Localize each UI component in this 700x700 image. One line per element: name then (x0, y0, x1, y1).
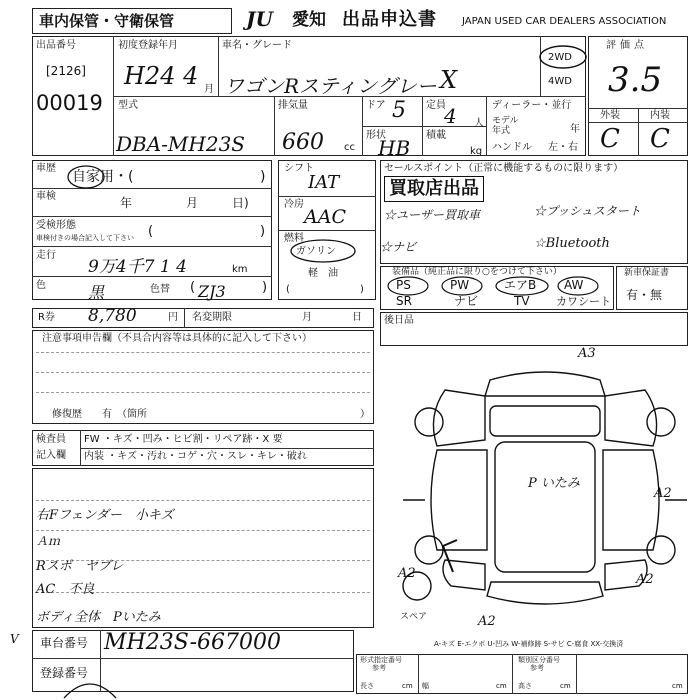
sales-points-label: セールスポイント（正常に機能するものに限ります） (384, 163, 624, 174)
notes-label: 注意事項申告欄（不具合内容等は具体的に記入して下さい） (42, 333, 312, 344)
name-change-label: 名変期限 (192, 312, 232, 323)
equip-sr: SR (396, 294, 412, 308)
equipment-circles (380, 272, 614, 296)
diagram-mark-a2-bottom: A2 (478, 614, 496, 629)
model-label: 型式 (118, 100, 138, 111)
height-unit: cm (560, 682, 571, 690)
drive-4wd: 4WD (548, 76, 572, 87)
inspector-label-2: 記入欄 (36, 450, 66, 461)
sales-point-4: ☆Bluetooth (534, 236, 610, 251)
shape-value: HB (378, 136, 411, 160)
model-value: DBA-MH23S (116, 132, 246, 156)
inspector-int-row: 内装 ・キズ・汚れ・コゲ・穴・スレ・キレ・破れ (84, 451, 307, 462)
inspection-month: 月 (186, 196, 199, 210)
shift-label: シフト (284, 163, 314, 174)
drive-circle (538, 44, 588, 70)
fuel-diesel: 軽 油 (308, 268, 338, 279)
displacement-unit: cc (344, 142, 355, 153)
handle-options: 左・右 (548, 142, 578, 153)
sales-stamp (384, 176, 484, 202)
handle-label: ハンドル (492, 142, 532, 153)
aircon-value: AAC (304, 206, 346, 228)
inspection-year: 年 (120, 196, 133, 210)
load-unit: kg (470, 146, 483, 157)
mileage-unit: km (232, 264, 248, 275)
storage-notice: 車内保管・守衛保管 (39, 12, 175, 30)
transfer-close: ) (260, 224, 266, 239)
name-change-month: 月 (302, 312, 312, 323)
mileage-value: 9万4千7 1 4 (88, 257, 187, 277)
type-label-2: 参考 (372, 664, 386, 672)
fuel-circle (288, 238, 358, 264)
transfer-label: 受検形態 (36, 220, 76, 231)
mileage-label: 走行 (36, 250, 56, 261)
dealer-label: ディーラー・並行 (492, 100, 572, 111)
fuel-close: ) (360, 284, 364, 295)
sales-point-3: ☆ナビ (380, 240, 417, 254)
color-code: ZJ3 (198, 282, 226, 301)
hand-note-4: AC 不良 (36, 582, 95, 597)
history-label: 車歴 (36, 163, 56, 174)
storage-notice-box (32, 8, 232, 34)
equip-ps: PS (396, 278, 411, 292)
org-name: 愛知 (292, 10, 326, 30)
car-name-label: 車名・グレード (222, 40, 292, 51)
equip-navi: ナビ (454, 294, 479, 308)
shift-value: IAT (308, 172, 340, 193)
width-unit: cm (496, 682, 507, 690)
class-label-1: 類別区分番号 (518, 656, 560, 664)
capacity-value: 4 (444, 104, 457, 128)
equipment-label: 装備品（純正品に限り○をつけて下さい） (392, 267, 562, 277)
first-reg-value: H24 4 (124, 62, 199, 90)
handwritten-area (32, 468, 374, 628)
registration-label: 登録番号 (40, 666, 89, 680)
fuel-gasoline: ガソリン (296, 246, 336, 257)
type-label-1: 形式指定番号 (360, 656, 402, 664)
ju-logo (246, 7, 292, 31)
drive-2wd: 2WD (548, 52, 572, 63)
recycle-label: R券 (38, 312, 55, 323)
lot-label: 出品番号 (36, 40, 76, 51)
equip-pw: PW (450, 278, 470, 292)
diagram-legend: A-キズ E-エクボ U-凹み W-補修跡 S-サビ C-腐食 XX-交換済 (434, 640, 624, 648)
class-label-2: 参考 (530, 664, 544, 672)
diagram-mark-paint: P いたみ (528, 476, 580, 491)
color-close: ) (262, 280, 268, 295)
diagram-mark-a2-left: A2 (398, 566, 416, 581)
first-reg-label: 初度登録年月 (118, 40, 178, 51)
transfer-note: 車検付きの場合記入して下さい (36, 234, 134, 242)
doors-value: 5 (392, 98, 406, 123)
spare-label: スペア (400, 612, 428, 622)
fuel-open: ( (286, 284, 290, 295)
inspection-day: 日) (232, 196, 249, 210)
warranty-label: 新車保証書 (624, 268, 670, 278)
height-label: 高さ (518, 682, 532, 690)
sales-point-1: ☆ユーザー買取車 (384, 208, 481, 222)
year-unit: 年 (570, 124, 580, 135)
color-value: 黒 (88, 283, 105, 302)
shape-label: 形状 (366, 130, 386, 141)
hand-note-2: Ａｍ (36, 534, 61, 548)
inspector-label-1: 検査員 (36, 434, 66, 445)
lot-bracket: [2126] (46, 64, 86, 78)
recycle-value: 8,780 (88, 306, 137, 326)
hand-note-3: Rスポ ヤブレ (36, 559, 124, 574)
displacement-value: 660 (282, 130, 324, 155)
equip-seat: カワシート (556, 295, 611, 308)
sales-point-2: ☆プッシュスタート (534, 204, 641, 218)
hand-note-5: ボディ全体 Pいたみ (36, 610, 161, 625)
margin-mark: V (10, 632, 19, 646)
inspection-label: 車検 (36, 191, 56, 202)
color-open: ( (190, 280, 196, 295)
length-unit: cm (402, 682, 413, 690)
year-label: 年式 (492, 126, 511, 136)
capacity-unit: 人 (474, 118, 484, 129)
aircon-label: 冷房 (284, 199, 304, 210)
ju-logo-mark: JU (246, 7, 273, 31)
equip-airbag: エアB (504, 278, 537, 292)
load-label: 積載 (426, 130, 446, 141)
repair-close: ） (360, 409, 370, 420)
car-name-value: ワゴンRスティングレー (224, 74, 437, 98)
sales-stamp-text: 買取店出品 (389, 178, 479, 199)
aftermarket-label: 後日品 (384, 315, 414, 326)
history-circle (66, 164, 106, 190)
hand-note-1: 右Fフェンダー 小キズ (36, 508, 174, 523)
exterior-grade: C (600, 124, 620, 154)
diagram-mark-a2-bottom-right: A2 (636, 572, 654, 587)
equip-aw: AW (564, 278, 584, 292)
warranty-options: 有・無 (626, 288, 663, 302)
repair-history: 修復歴 有 （箇所 (52, 409, 147, 420)
rating-score: 3.5 (608, 60, 663, 100)
history-close: ) (260, 169, 266, 185)
transfer-open: ( (148, 224, 154, 239)
capacity-label: 定員 (426, 100, 446, 111)
length-label: 長さ (360, 682, 374, 690)
fuel-label: 燃料 (284, 233, 304, 244)
extra-unit: cm (672, 682, 683, 690)
exterior-label: 外装 (600, 110, 620, 121)
car-grade: X (440, 66, 458, 94)
rating-label: 評価点 (606, 40, 648, 51)
assoc-name: JAPAN USED CAR DEALERS ASSOCIATION (462, 16, 667, 27)
displacement-label: 排気量 (278, 100, 308, 111)
diagram-mark-a3: A3 (578, 346, 596, 361)
first-reg-month: 月 (204, 84, 214, 95)
chassis-label: 車台番号 (40, 636, 89, 650)
aftermarket-block (380, 312, 688, 346)
color-label: 色 (36, 280, 46, 291)
doors-label: ドア (366, 100, 386, 111)
interior-grade: C (650, 124, 670, 154)
form-title: 出品申込書 (342, 9, 437, 30)
color-change-label: 色替 (150, 284, 170, 295)
lot-number: 00019 (36, 91, 103, 115)
chassis-value: MH23S-667000 (104, 630, 281, 655)
interior-label: 内装 (650, 110, 670, 121)
history-value: 自家用・( (72, 169, 134, 185)
equip-tv: TV (514, 294, 530, 308)
model-year-label: モデル (492, 116, 519, 126)
width-label: 幅 (422, 682, 429, 690)
recycle-unit: 円 (168, 312, 178, 323)
inspector-ext-row: FW ・キズ・凹み・ヒビ割・リペア跡・X 要 (84, 434, 283, 445)
name-change-day: 日 (352, 312, 362, 323)
bottom-left-circle (60, 676, 120, 700)
diagram-mark-a2-right: A2 (654, 486, 672, 501)
